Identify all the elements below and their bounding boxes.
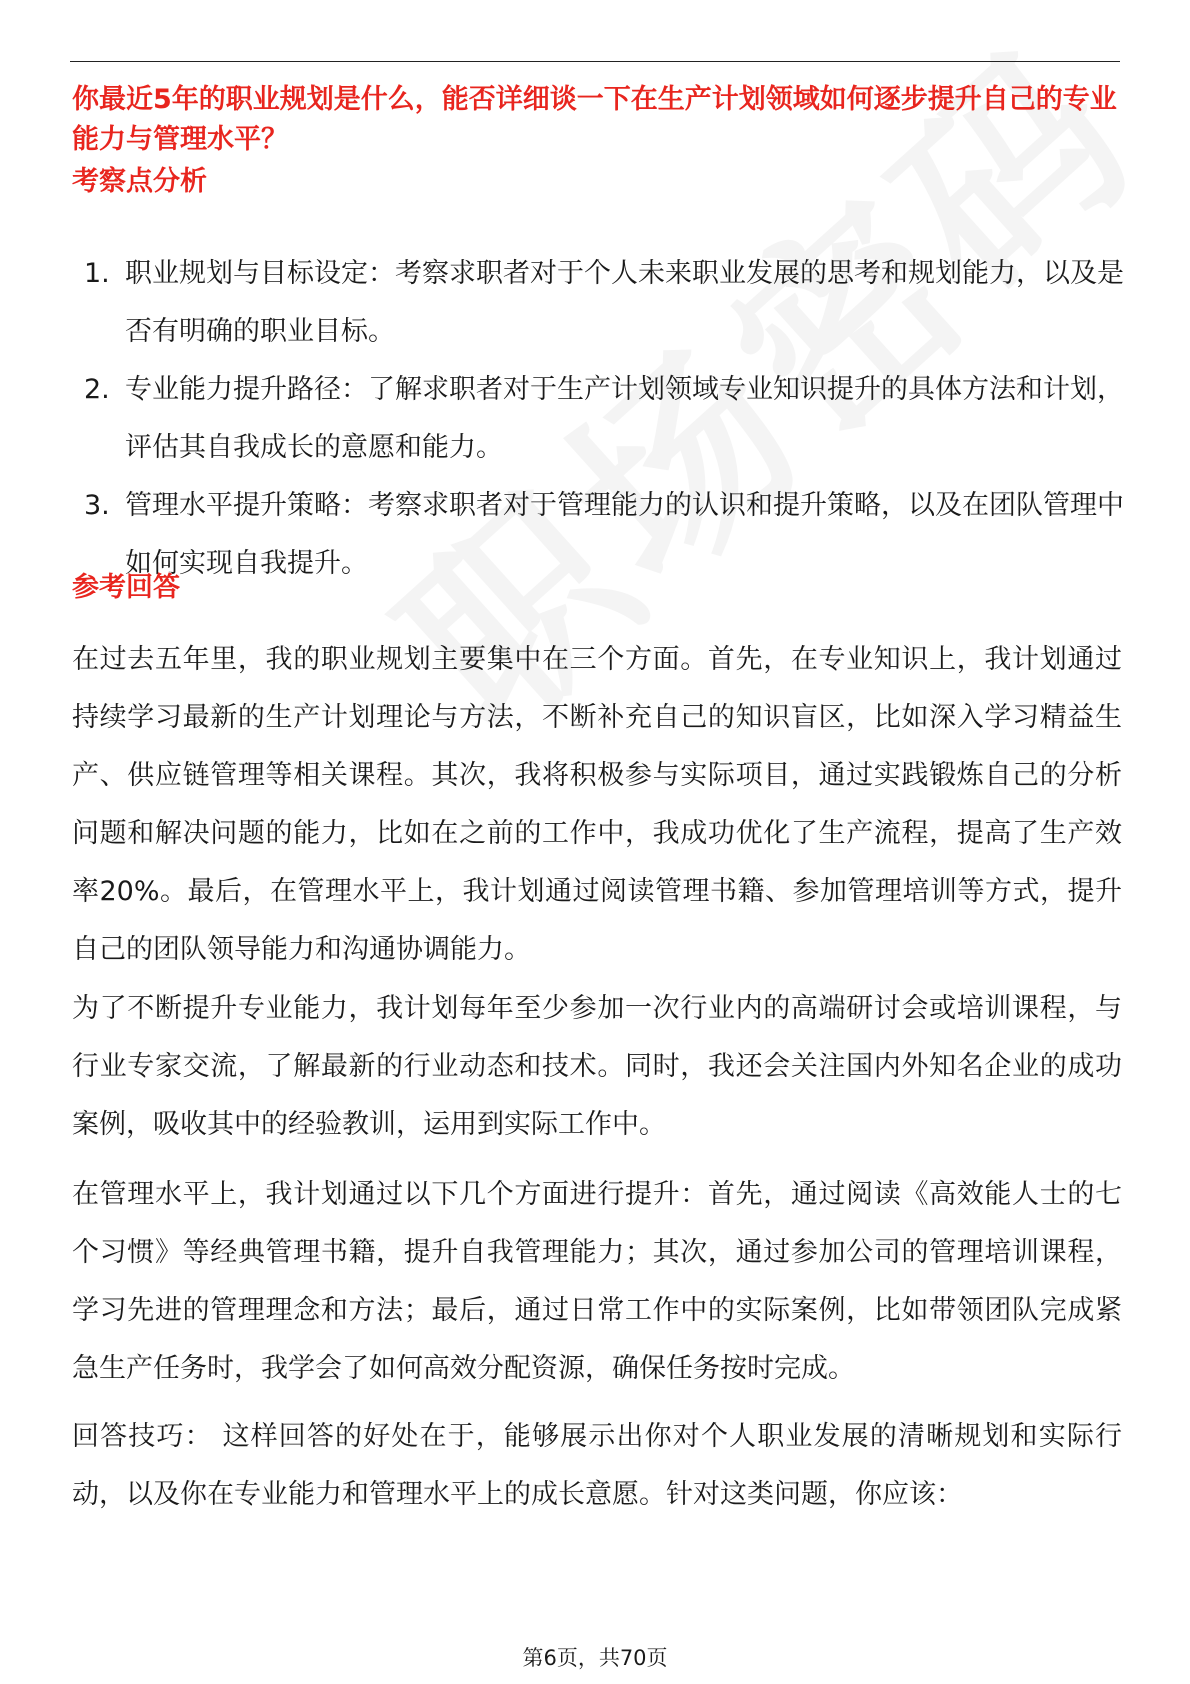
list-item (84, 361, 1124, 477)
answer-paragraph: 在过去五年里，我的职业规划主要集中在三个方面。首先，在专业知识上，我计划通过持续学习最新的生产计划理论与方法，不断补充自己的知识盲区，比如深入学习精益生产、供应链管理等相关课程。其次，我将积极参与实际项目，通过实践锻炼自己的分析问题和解决问题的能力，比如在之前的工作中，我成功优化了生产流程，提高了生产效率20%。最后，在管理水平上，我计划通过阅读管理书籍、参加管理培训等方式，提升自己的团队领导能力和沟通协调能力。 (72, 644, 1122, 965)
list-item-text: 职业规划与目标设定：考察求职者对于个人未来职业发展的思考和规划能力，以及是否有明确的职业目标。 (125, 258, 1124, 347)
answer-paragraph: 为了不断提升专业能力，我计划每年至少参加一次行业内的高端研讨会或培训课程，与行业专家交流，了解最新的行业动态和技术。同时，我还会关注国内外知名企业的成功案例，吸收其中的经验教训，运用到实际工作中。 (72, 993, 1122, 1140)
list-item (84, 245, 1124, 361)
list-item (84, 477, 1124, 593)
list-item-text: 管理水平提升策略：考察求职者对于管理能力的认识和提升策略，以及在团队管理中如何实现自我提升。 (125, 490, 1124, 579)
analysis-section-title: 考察点分析 (72, 166, 207, 197)
answer-paragraph: 在管理水平上，我计划通过以下几个方面进行提升：首先，通过阅读《高效能人士的七个习惯》等经典管理书籍，提升自我管理能力；其次，通过参加公司的管理培训课程，学习先进的管理理念和方法；最后，通过日常工作中的实际案例，比如带领团队完成紧急生产任务时，我学会了如何高效分配资源，确保任务按时完成。 (72, 1179, 1122, 1384)
list-item-number: 3. (84, 490, 110, 521)
list-item-number: 1. (84, 258, 110, 289)
list-item-text: 专业能力提升路径：了解求职者对于生产计划领域专业知识提升的具体方法和计划，评估其自我成长的意愿和能力。 (125, 374, 1124, 463)
list-item-number: 2. (84, 374, 110, 405)
analysis-list (84, 245, 1124, 593)
answer-section-title: 参考回答 (72, 572, 180, 603)
header-rule (70, 61, 1120, 62)
page-footer: 第6页，共70页 (522, 1646, 668, 1670)
answer-tips-paragraph: 回答技巧： 这样回答的好处在于，能够展示出你对个人职业发展的清晰规划和实际行动，以及你在专业能力和管理水平上的成长意愿。针对这类问题，你应该： (72, 1421, 1122, 1510)
question-heading: 你最近5年的职业规划是什么，能否详细谈一下在生产计划领域如何逐步提升自己的专业能力与管理水平？ (72, 84, 1117, 155)
